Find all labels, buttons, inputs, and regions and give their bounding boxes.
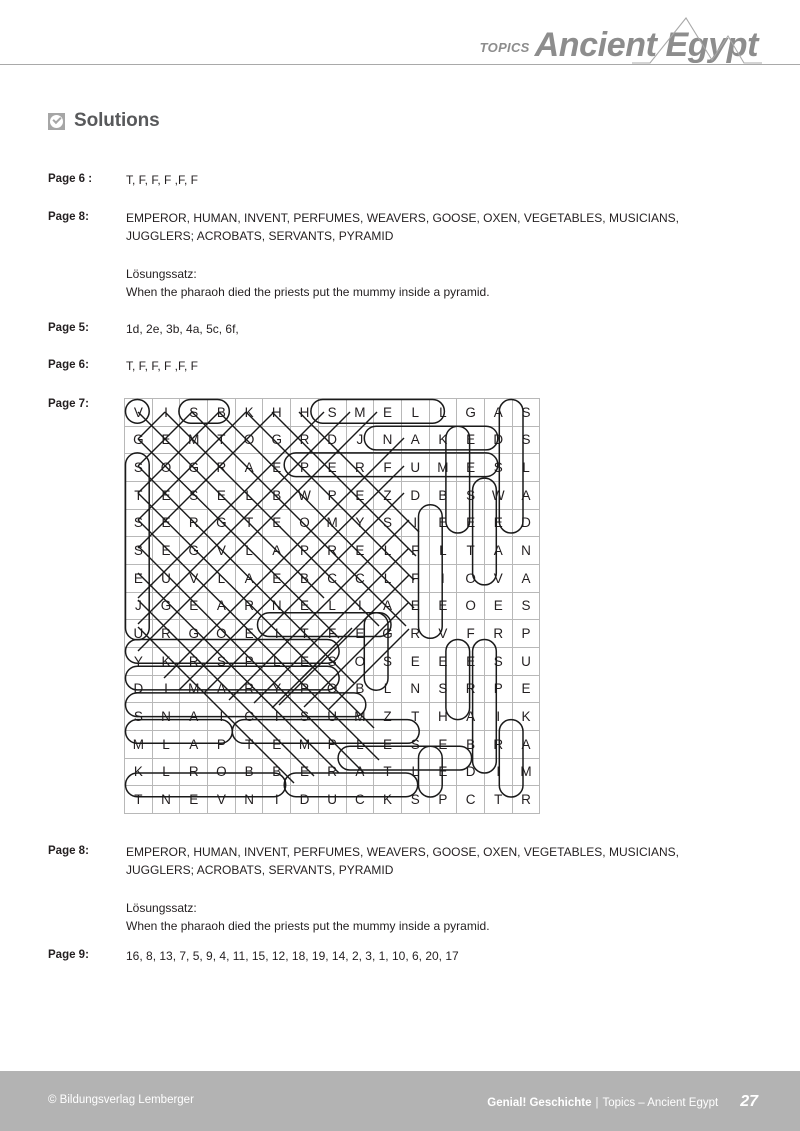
wordsearch-cell: M <box>346 399 374 427</box>
entry-line: 16, 8, 13, 7, 5, 9, 4, 11, 15, 12, 18, 19, 14, 2, 3, 1, 10, 6, 20, 17 <box>126 949 459 963</box>
wordsearch-cell: L <box>374 537 402 565</box>
wordsearch-cell: S <box>374 509 402 537</box>
wordsearch-cell: R <box>318 758 346 786</box>
wordsearch-cell: N <box>263 592 291 620</box>
wordsearch-cell: S <box>180 481 208 509</box>
wordsearch-cell: J <box>346 426 374 454</box>
wordsearch-cell: B <box>208 399 236 427</box>
wordsearch-cell: R <box>152 620 180 648</box>
wordsearch-cell: A <box>512 564 540 592</box>
wordsearch-cell: P <box>291 454 319 482</box>
wordsearch-cell: P <box>291 537 319 565</box>
wordsearch-cell: S <box>125 509 153 537</box>
wordsearch-cell: W <box>484 481 512 509</box>
wordsearch-cell: S <box>208 647 236 675</box>
wordsearch-cell: A <box>484 537 512 565</box>
wordsearch-cell: C <box>346 786 374 814</box>
wordsearch-cell: Y <box>125 647 153 675</box>
wordsearch-cell: U <box>318 786 346 814</box>
footer-copyright: © Bildungsverlag Lemberger <box>48 1094 194 1106</box>
wordsearch-cell: V <box>180 564 208 592</box>
wordsearch-cell: R <box>457 675 485 703</box>
wordsearch-cell: A <box>263 537 291 565</box>
wordsearch-cell: I <box>484 758 512 786</box>
entry-line: EMPEROR, HUMAN, INVENT, PERFUMES, WEAVERS, GOOSE, OXEN, VEGETABLES, MUSICIANS, <box>126 211 679 225</box>
wordsearch-row <box>125 730 540 758</box>
wordsearch-cell: L <box>401 399 429 427</box>
wordsearch-cell: A <box>512 481 540 509</box>
wordsearch-cell: O <box>291 509 319 537</box>
wordsearch-cell: M <box>429 454 457 482</box>
wordsearch-cell: K <box>374 786 402 814</box>
wordsearch-cell: L <box>152 730 180 758</box>
wordsearch-cell: M <box>180 426 208 454</box>
wordsearch-cell: G <box>180 620 208 648</box>
wordsearch-cell: E <box>152 481 180 509</box>
entry-subline: Lösungssatz: <box>126 901 197 915</box>
wordsearch-cell: G <box>208 509 236 537</box>
wordsearch-cell: B <box>457 730 485 758</box>
wordsearch-cell: B <box>263 481 291 509</box>
entry-label: Page 8: <box>48 211 89 223</box>
footer-page-number: 27 <box>740 1093 758 1110</box>
wordsearch-cell: T <box>125 481 153 509</box>
wordsearch-cell: J <box>125 592 153 620</box>
wordsearch-cell: S <box>374 647 402 675</box>
wordsearch-cell: A <box>512 730 540 758</box>
wordsearch-cell: G <box>374 620 402 648</box>
wordsearch-cell: E <box>374 399 402 427</box>
wordsearch-cell: G <box>180 537 208 565</box>
wordsearch-cell: A <box>235 564 263 592</box>
wordsearch-cell: S <box>125 703 153 731</box>
wordsearch-cell: W <box>291 481 319 509</box>
solution-entry-page8-first <box>48 209 736 301</box>
wordsearch-cell: E <box>457 647 485 675</box>
wordsearch-row <box>125 399 540 427</box>
wordsearch-cell: L <box>208 564 236 592</box>
wordsearch-cell: V <box>208 537 236 565</box>
wordsearch-cell: A <box>235 454 263 482</box>
wordsearch-cell: C <box>318 564 346 592</box>
wordsearch-cell: I <box>263 786 291 814</box>
entry-body <box>126 209 736 301</box>
entry-line: JUGGLERS; ACROBATS, SERVANTS, PYRAMID <box>126 863 394 877</box>
wordsearch-cell: M <box>291 730 319 758</box>
wordsearch-cell: T <box>401 703 429 731</box>
entry-body <box>126 320 736 338</box>
wordsearch-cell: B <box>291 564 319 592</box>
wordsearch-cell: G <box>263 426 291 454</box>
wordsearch-cell: R <box>291 426 319 454</box>
wordsearch-cell: S <box>457 481 485 509</box>
wordsearch-cell: O <box>235 426 263 454</box>
wordsearch-cell: O <box>208 620 236 648</box>
wordsearch-cell: E <box>346 620 374 648</box>
page-header <box>0 0 800 72</box>
wordsearch-cell: T <box>235 730 263 758</box>
entry-label: Page 5: <box>48 322 89 334</box>
wordsearch-row <box>125 758 540 786</box>
wordsearch-cell: O <box>457 592 485 620</box>
footer-subtitle: Topics – Ancient Egypt <box>602 1097 719 1109</box>
solution-entry-page5 <box>48 320 736 338</box>
wordsearch-cell: G <box>125 426 153 454</box>
entry-subblock <box>126 899 736 935</box>
wordsearch-cell: E <box>235 620 263 648</box>
entry-body <box>126 171 736 189</box>
wordsearch-cell: E <box>429 592 457 620</box>
wordsearch-cell: P <box>235 647 263 675</box>
wordsearch-cell: D <box>318 426 346 454</box>
entry-body <box>126 843 736 935</box>
wordsearch-cell: G <box>457 399 485 427</box>
wordsearch-table <box>124 398 540 814</box>
wordsearch-cell: B <box>429 481 457 509</box>
wordsearch-cell: D <box>125 675 153 703</box>
wordsearch-cell: L <box>346 730 374 758</box>
wordsearch-cell: E <box>429 509 457 537</box>
wordsearch-cell: F <box>457 620 485 648</box>
wordsearch-cell: H <box>429 703 457 731</box>
wordsearch-cell: L <box>235 537 263 565</box>
wordsearch-cell: S <box>484 647 512 675</box>
solutions-heading <box>48 110 160 132</box>
wordsearch-cell: Y <box>346 509 374 537</box>
solution-entry-page7 <box>48 396 126 413</box>
footer-brand: Genial! Geschichte <box>487 1097 592 1109</box>
wordsearch-cell: O <box>457 564 485 592</box>
page-title: Ancient Egypt <box>534 26 758 64</box>
wordsearch-cell: E <box>457 454 485 482</box>
section-title: Solutions <box>74 110 160 131</box>
entry-line: JUGGLERS; ACROBATS, SERVANTS, PYRAMID <box>126 229 394 243</box>
wordsearch-cell: U <box>125 620 153 648</box>
wordsearch-cell: A <box>484 399 512 427</box>
wordsearch-row <box>125 454 540 482</box>
wordsearch-cell: S <box>125 537 153 565</box>
wordsearch-cell: P <box>208 730 236 758</box>
wordsearch-cell: T <box>291 620 319 648</box>
wordsearch-cell: E <box>429 758 457 786</box>
wordsearch-cell: R <box>401 620 429 648</box>
wordsearch-cell: A <box>346 758 374 786</box>
wordsearch-cell: T <box>125 786 153 814</box>
wordsearch-cell: E <box>318 454 346 482</box>
wordsearch-cell: R <box>346 454 374 482</box>
entry-line: 1d, 2e, 3b, 4a, 5c, 6f, <box>126 322 239 336</box>
wordsearch-cell: I <box>346 592 374 620</box>
wordsearch-cell: U <box>512 647 540 675</box>
wordsearch-cell: F <box>374 454 402 482</box>
footer-meta <box>487 1093 758 1111</box>
wordsearch-cell: M <box>125 730 153 758</box>
wordsearch-cell: K <box>512 703 540 731</box>
header-topics-label: TOPICS <box>479 40 530 55</box>
wordsearch-cell: B <box>235 758 263 786</box>
wordsearch-cell: K <box>125 758 153 786</box>
wordsearch-cell: E <box>152 426 180 454</box>
wordsearch-cell: K <box>235 399 263 427</box>
wordsearch-cell: V <box>208 786 236 814</box>
wordsearch-cell: D <box>484 426 512 454</box>
wordsearch-cell: I <box>152 399 180 427</box>
solution-entry-page6-second <box>48 357 736 375</box>
entry-label: Page 9: <box>48 949 89 961</box>
wordsearch-cell: S <box>125 454 153 482</box>
wordsearch-cell: N <box>512 537 540 565</box>
wordsearch-cell: E <box>152 509 180 537</box>
wordsearch-cell: O <box>208 758 236 786</box>
wordsearch-cell: E <box>401 592 429 620</box>
wordsearch-cell: S <box>318 647 346 675</box>
wordsearch-cell: G <box>152 592 180 620</box>
wordsearch-row <box>125 537 540 565</box>
wordsearch-cell: E <box>429 730 457 758</box>
wordsearch-cell: R <box>512 786 540 814</box>
wordsearch-cell: D <box>401 481 429 509</box>
wordsearch-cell: E <box>291 647 319 675</box>
entry-line: EMPEROR, HUMAN, INVENT, PERFUMES, WEAVERS, GOOSE, OXEN, VEGETABLES, MUSICIANS, <box>126 845 679 859</box>
entry-label: Page 6: <box>48 359 89 371</box>
solution-entry-page9 <box>48 947 736 965</box>
wordsearch-cell: E <box>291 592 319 620</box>
wordsearch-cell: E <box>484 592 512 620</box>
entry-body <box>126 357 736 375</box>
entry-label: Page 7: <box>48 398 89 410</box>
wordsearch-cell: E <box>457 426 485 454</box>
wordsearch-cell: R <box>180 647 208 675</box>
wordsearch-cell: F <box>401 537 429 565</box>
wordsearch-cell: B <box>263 758 291 786</box>
solution-entry-page6-first <box>48 171 736 189</box>
wordsearch-cell: S <box>512 592 540 620</box>
mountain-range-icon <box>632 16 762 66</box>
wordsearch-cell: C <box>346 564 374 592</box>
wordsearch-cell: P <box>291 675 319 703</box>
wordsearch-cell: I <box>263 703 291 731</box>
wordsearch-cell: U <box>401 454 429 482</box>
wordsearch-cell: E <box>208 481 236 509</box>
wordsearch-cell: E <box>346 537 374 565</box>
wordsearch-cell: N <box>401 675 429 703</box>
wordsearch-cell: H <box>263 399 291 427</box>
entry-label: Page 8: <box>48 845 89 857</box>
wordsearch-row <box>125 675 540 703</box>
wordsearch-cell: R <box>318 537 346 565</box>
wordsearch-cell: E <box>429 647 457 675</box>
wordsearch-cell: S <box>512 399 540 427</box>
wordsearch-cell: A <box>374 592 402 620</box>
wordsearch-row <box>125 703 540 731</box>
wordsearch-cell: I <box>429 564 457 592</box>
wordsearch-cell: D <box>512 509 540 537</box>
wordsearch-row <box>125 647 540 675</box>
wordsearch-cell: F <box>318 620 346 648</box>
wordsearch-cell: E <box>263 454 291 482</box>
wordsearch-cell: A <box>208 592 236 620</box>
wordsearch-cell: E <box>374 730 402 758</box>
entry-line: T, F, F, F ,F, F <box>126 359 198 373</box>
wordsearch-cell: P <box>429 786 457 814</box>
footer-separator: | <box>595 1097 599 1109</box>
wordsearch-cell: E <box>263 730 291 758</box>
wordsearch-cell: R <box>180 758 208 786</box>
wordsearch-cell: R <box>208 454 236 482</box>
wordsearch-cell: E <box>263 509 291 537</box>
wordsearch-cell: L <box>263 647 291 675</box>
wordsearch-cell: O <box>346 647 374 675</box>
wordsearch-cell: E <box>125 564 153 592</box>
solution-entry-page8-second <box>48 843 736 935</box>
wordsearch-cell: L <box>318 592 346 620</box>
wordsearch-cell: R <box>484 620 512 648</box>
wordsearch-cell: L <box>429 537 457 565</box>
wordsearch-cell: I <box>484 703 512 731</box>
wordsearch-row <box>125 564 540 592</box>
wordsearch-cell: V <box>484 564 512 592</box>
wordsearch-cell: S <box>512 426 540 454</box>
wordsearch-cell: D <box>291 786 319 814</box>
wordsearch-cell: S <box>401 730 429 758</box>
wordsearch-cell: M <box>318 509 346 537</box>
wordsearch-cell: F <box>401 564 429 592</box>
wordsearch-cell: E <box>512 675 540 703</box>
wordsearch-cell: O <box>318 675 346 703</box>
wordsearch-cell: L <box>374 675 402 703</box>
wordsearch-cell: N <box>152 703 180 731</box>
header-divider <box>0 64 800 65</box>
wordsearch-cell: T <box>208 426 236 454</box>
wordsearch-cell: E <box>180 592 208 620</box>
wordsearch-cell: L <box>401 758 429 786</box>
entry-body <box>126 947 736 965</box>
wordsearch-cell: U <box>318 703 346 731</box>
wordsearch-cell: R <box>235 592 263 620</box>
wordsearch-cell: L <box>152 758 180 786</box>
wordsearch-cell: S <box>429 675 457 703</box>
checkbox-check-icon <box>48 113 65 130</box>
wordsearch-cell: S <box>291 703 319 731</box>
wordsearch-cell: P <box>512 620 540 648</box>
wordsearch-cell: I <box>401 509 429 537</box>
wordsearch-cell: N <box>152 786 180 814</box>
wordsearch-row <box>125 481 540 509</box>
wordsearch-row <box>125 426 540 454</box>
wordsearch-cell: E <box>457 509 485 537</box>
wordsearch-cell: T <box>374 758 402 786</box>
wordsearch-cell: G <box>180 454 208 482</box>
wordsearch-cell: H <box>291 399 319 427</box>
wordsearch-row <box>125 620 540 648</box>
wordsearch-cell: R <box>484 730 512 758</box>
wordsearch-cell: E <box>180 786 208 814</box>
wordsearch-cell: T <box>484 786 512 814</box>
wordsearch-cell: Z <box>374 703 402 731</box>
wordsearch-cell: S <box>180 399 208 427</box>
wordsearch-row <box>125 786 540 814</box>
wordsearch-cell: M <box>512 758 540 786</box>
wordsearch-cell: P <box>484 675 512 703</box>
wordsearch-row <box>125 509 540 537</box>
wordsearch-cell: B <box>346 675 374 703</box>
wordsearch-cell: R <box>235 675 263 703</box>
wordsearch-cell: C <box>235 703 263 731</box>
wordsearch-row <box>125 592 540 620</box>
wordsearch-cell: E <box>484 509 512 537</box>
wordsearch-cell: L <box>512 454 540 482</box>
entry-subline: When the pharaoh died the priests put the mummy inside a pyramid. <box>126 285 490 299</box>
wordsearch-cell: N <box>235 786 263 814</box>
wordsearch-cell: L <box>235 481 263 509</box>
wordsearch-cell: E <box>346 481 374 509</box>
wordsearch-cell: E <box>152 537 180 565</box>
wordsearch-cell: M <box>346 703 374 731</box>
wordsearch-cell: N <box>374 426 402 454</box>
wordsearch-cell: V <box>125 399 153 427</box>
wordsearch-cell: R <box>180 509 208 537</box>
wordsearch-cell: I <box>208 703 236 731</box>
wordsearch-cell: Z <box>374 481 402 509</box>
wordsearch-cell: V <box>429 620 457 648</box>
wordsearch-cell: Y <box>263 675 291 703</box>
wordsearch-cell: E <box>401 647 429 675</box>
wordsearch-cell: L <box>429 399 457 427</box>
wordsearch-cell: T <box>457 537 485 565</box>
wordsearch-cell: U <box>152 564 180 592</box>
wordsearch-cell: S <box>401 786 429 814</box>
wordsearch-cell: A <box>180 730 208 758</box>
wordsearch-cell: P <box>318 481 346 509</box>
wordsearch-cell: P <box>318 730 346 758</box>
wordsearch-cell: S <box>484 454 512 482</box>
wordsearch-cell: M <box>180 675 208 703</box>
entry-subline: Lösungssatz: <box>126 267 197 281</box>
entry-line: T, F, F, F ,F, F <box>126 173 198 187</box>
wordsearch-grid <box>124 398 532 808</box>
wordsearch-cell: S <box>318 399 346 427</box>
wordsearch-cell: E <box>291 758 319 786</box>
wordsearch-cell: L <box>374 564 402 592</box>
wordsearch-cell: I <box>152 675 180 703</box>
wordsearch-cell: T <box>235 509 263 537</box>
wordsearch-cell: A <box>401 426 429 454</box>
wordsearch-cell: A <box>457 703 485 731</box>
wordsearch-cell: K <box>429 426 457 454</box>
entry-subline: When the pharaoh died the priests put the mummy inside a pyramid. <box>126 919 490 933</box>
wordsearch-cell: E <box>263 564 291 592</box>
wordsearch-cell: K <box>152 647 180 675</box>
wordsearch-cell: O <box>152 454 180 482</box>
wordsearch-cell: A <box>180 703 208 731</box>
entry-subblock <box>126 265 736 301</box>
wordsearch-cell: I <box>263 620 291 648</box>
wordsearch-cell: A <box>208 675 236 703</box>
wordsearch-cell: C <box>457 786 485 814</box>
wordsearch-cell: D <box>457 758 485 786</box>
entry-label: Page 6 : <box>48 173 93 185</box>
